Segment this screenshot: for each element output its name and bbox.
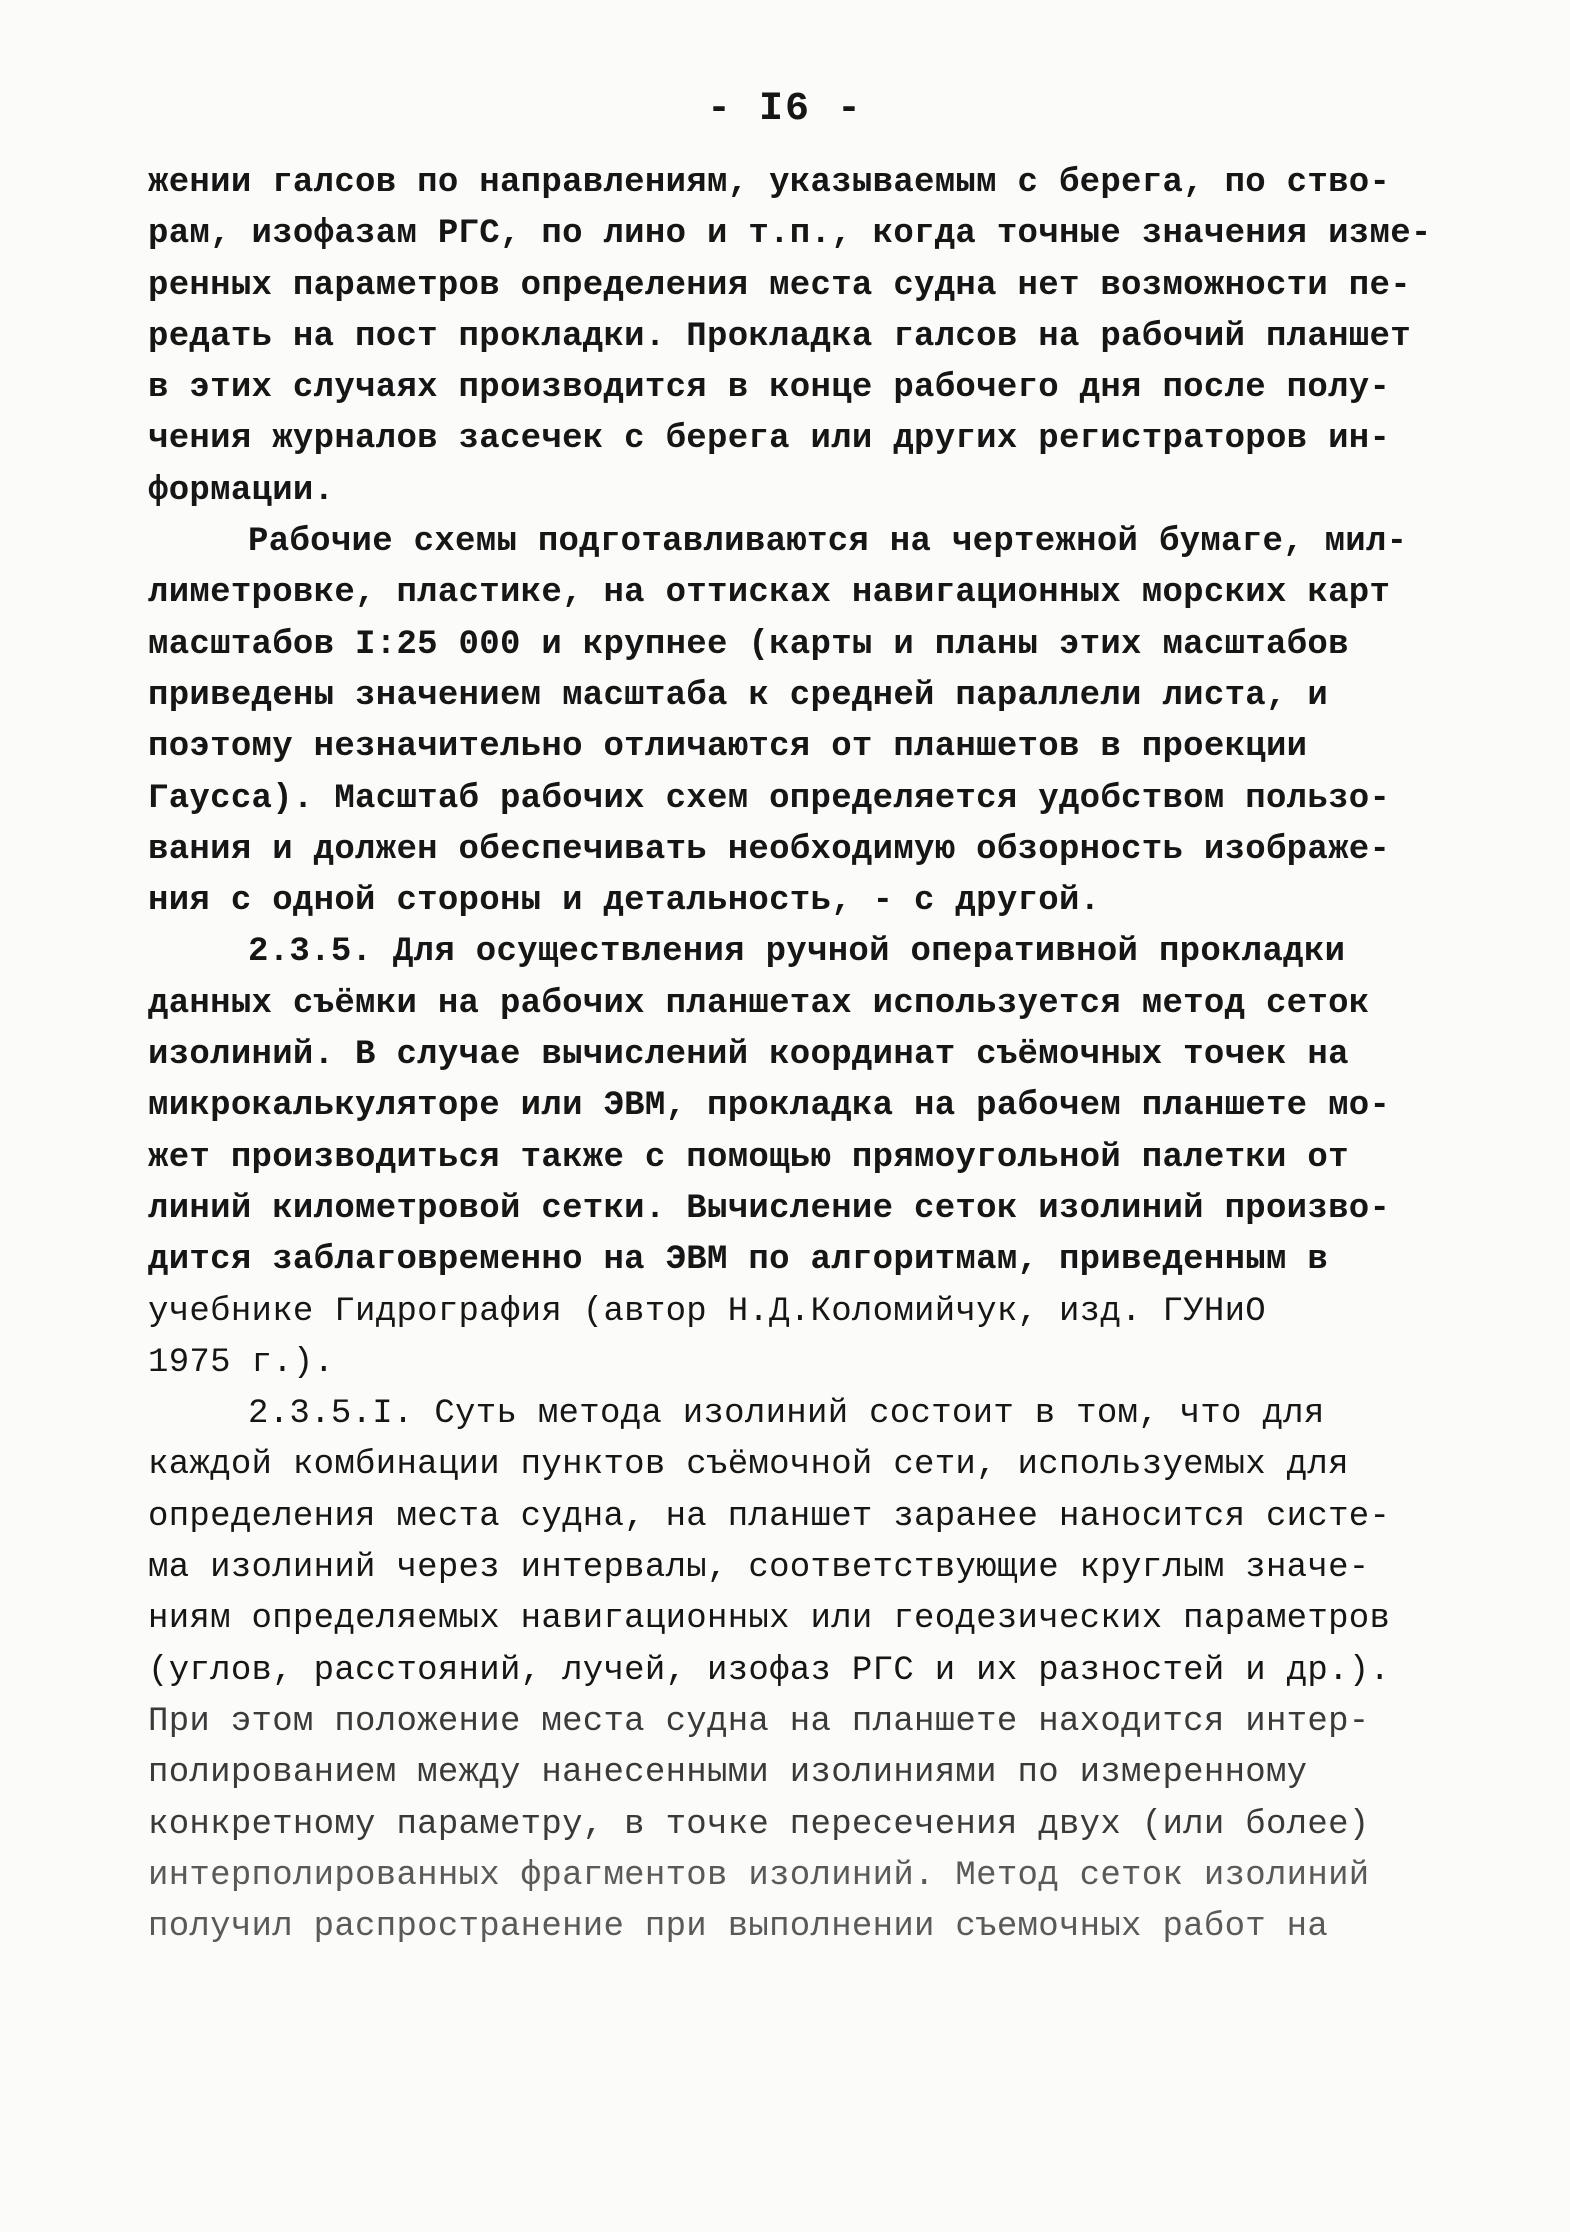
text-line: интерполированных фрагментов изолиний. Метод сеток изолиний xyxy=(148,1856,1370,1895)
page-number: - I6 - xyxy=(706,87,864,132)
text-line: масштабов I:25 000 и крупнее (карты и планы этих масштабов xyxy=(148,625,1349,664)
paragraph-first-line: 2.3.5. Для осуществления ручной оперативной прокладки xyxy=(248,933,1346,972)
text-line: жет производиться также с помощью прямоугольной палетки от xyxy=(148,1138,1349,1177)
text-line: чения журналов засечек с берега или других регистраторов ин- xyxy=(148,420,1391,459)
text-line: линий километровой сетки. Вычисление сеток изолиний произво- xyxy=(148,1189,1391,1228)
body-text xyxy=(148,158,1438,1953)
text-line: дится заблаговременно на ЭВМ по алгоритмам, приведенным в xyxy=(148,1241,1329,1280)
paragraph-first-line: 2.3.5.I. Суть метода изолиний состоит в том, что для xyxy=(248,1395,1325,1434)
text-line: получил распространение при выполнении съемочных работ на xyxy=(148,1908,1329,1947)
text-line: каждой комбинации пунктов съёмочной сети, используемых для xyxy=(148,1446,1349,1485)
text-line: жении галсов по направлениям, указываемым с берега, по ство- xyxy=(148,164,1391,202)
text-line: микрокалькуляторе или ЭВМ, прокладка на рабочем планшете мо- xyxy=(148,1087,1391,1126)
text-line: ренных параметров определения места судна нет возможности пе- xyxy=(148,266,1411,305)
text-line: полированием между нанесенными изолиниями по измеренному xyxy=(148,1754,1308,1793)
paragraph-first-line: Рабочие схемы подготавливаются на чертежной бумаге, мил- xyxy=(248,523,1408,562)
text-line: конкретному параметру, в точке пересечения двух (или более) xyxy=(148,1805,1370,1844)
text-line: При этом положение места судна на планшете находится интер- xyxy=(148,1702,1370,1741)
text-line: изолиний. В случае вычислений координат съёмочных точек на xyxy=(148,1036,1349,1075)
text-line: 1975 г.). xyxy=(148,1343,335,1382)
text-line: (углов, расстояний, лучей, изофаз РГС и их разностей и др.). xyxy=(148,1651,1391,1690)
text-line: данных съёмки на рабочих планшетах используется метод сеток xyxy=(148,984,1370,1023)
text-line: лиметровке, пластике, на оттисках навигационных морских карт xyxy=(148,574,1391,613)
text-line: Гаусса). Масштаб рабочих схем определяется удобством пользо- xyxy=(148,779,1391,818)
text-line: в этих случаях производится в конце рабочего дня после полу- xyxy=(148,369,1391,408)
text-line: формации. xyxy=(148,471,335,510)
text-line: ма изолиний через интервалы, соответствующие круглым значе- xyxy=(148,1549,1370,1588)
text-line: рам, изофазам РГС, по лино и т.п., когда точные значения изме- xyxy=(148,215,1432,254)
text-line: редать на пост прокладки. Прокладка галсов на рабочий планшет xyxy=(148,317,1411,356)
text-line: вания и должен обеспечивать необходимую обзорность изображе- xyxy=(148,830,1391,869)
text-line: ниям определяемых навигационных или геодезических параметров xyxy=(148,1600,1391,1639)
text-line: определения места судна, на планшет заранее наносится систе- xyxy=(148,1497,1391,1536)
text-line: ния с одной стороны и детальность, - с другой. xyxy=(148,882,1101,921)
text-line: учебнике Гидрография (автор Н.Д.Коломийчук, изд. ГУНиО xyxy=(148,1292,1266,1331)
text-line: поэтому незначительно отличаются от планшетов в проекции xyxy=(148,728,1308,767)
text-line: приведены значением масштаба к средней параллели листа, и xyxy=(148,676,1329,715)
